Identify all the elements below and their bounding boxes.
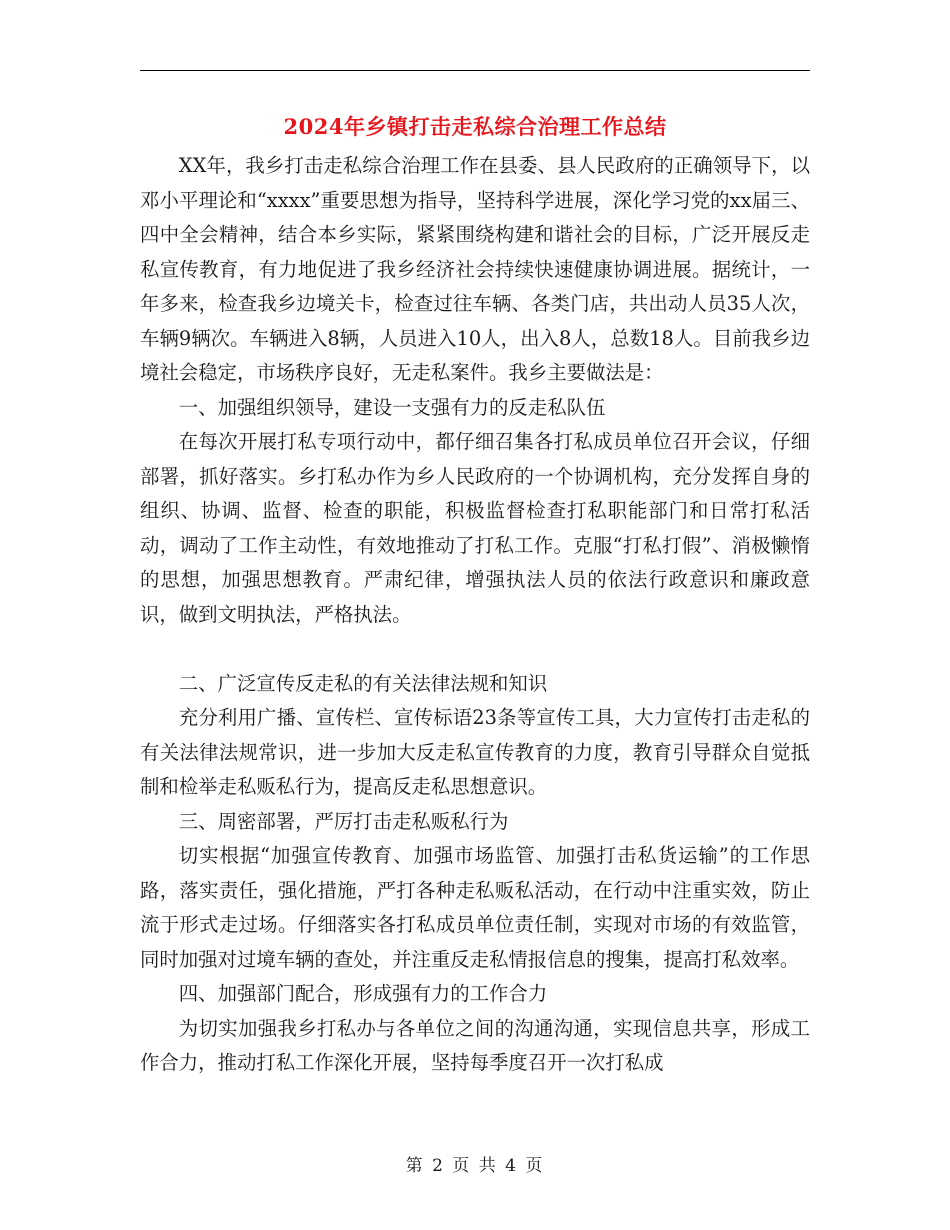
section-paragraph-1: 在每次开展打私专项行动中，都仔细召集各打私成员单位召开会议，仔细部署，抓好落实。乡打私办作为乡人民政府的一个协调机构，充分发挥自身的组织、协调、监督、检查的职能，积极监督检查打私职能部门和日常打私活动，调动了工作主动性，有效地推动了打私工作。克服“打私打假”、消极懒惰的思想，加强思想教育。严肃纪律，增强执法人员的依法行政意识和廉政意识，做到文明执法，严格执法。: [140, 430, 810, 626]
blank-line: [140, 632, 810, 667]
section-heading-2: 二、广泛宣传反走私的有关法律法规和知识: [178, 671, 548, 695]
header-rule: [140, 70, 810, 71]
section-heading-3: 三、周密部署，严厉打击走私贩私行为: [178, 809, 509, 833]
section-heading-1: 一、加强组织领导，建设一支强有力的反走私队伍: [178, 395, 606, 419]
intro-paragraph: XX年，我乡打击走私综合治理工作在县委、县人民政府的正确领导下，以邓小平理论和“xxxx”重要思想为指导，坚持科学进展，深化学习党的xx届三、四中全会精神，结合本乡实际，紧紧围绕构建和谐社会的目标，广泛开展反走私宣传教育，有力地促进了我乡经济社会持续快速健康协调进展。据统计，一年多来，检查我乡边境关卡，检查过往车辆、各类门店，共出动人员35人次，车辆9辆次。车辆进入8辆，人员进入10人，出入8人，总数18人。目前我乡边境社会稳定，市场秩序良好，无走私案件。我乡主要做法是：: [140, 154, 810, 384]
section-paragraph-4: 为切实加强我乡打私办与各单位之间的沟通沟通，实现信息共享，形成工作合力，推动打私工作深化开展，坚持每季度召开一次打私成: [140, 1016, 810, 1074]
section-paragraph-2: 充分利用广播、宣传栏、宣传标语23条等宣传工具，大力宣传打击走私的有关法律法规常识，进一步加大反走私宣传教育的力度，教育引导群众自觉抵制和检举走私贩私行为，提高反走私思想意识。: [140, 706, 810, 798]
document-title: 2024年乡镇打击走私综合治理工作总结: [283, 114, 667, 139]
section-heading-4: 四、加强部门配合，形成强有力的工作合力: [178, 982, 548, 1005]
document-body: [140, 149, 810, 1081]
page-number: 第 2 页 共 4 页: [405, 1156, 545, 1176]
section-paragraph-3: 切实根据“加强宣传教育、加强市场监管、加强打击私货运输”的工作思路，落实责任，强化措施，严打各种走私贩私活动，在行动中注重实效，防止流于形式走过场。仔细落实各打私成员单位责任制，实现对市场的有效监管，同时加强对过境车辆的查处，并注重反走私情报信息的搜集，提高打私效率。: [140, 844, 810, 971]
